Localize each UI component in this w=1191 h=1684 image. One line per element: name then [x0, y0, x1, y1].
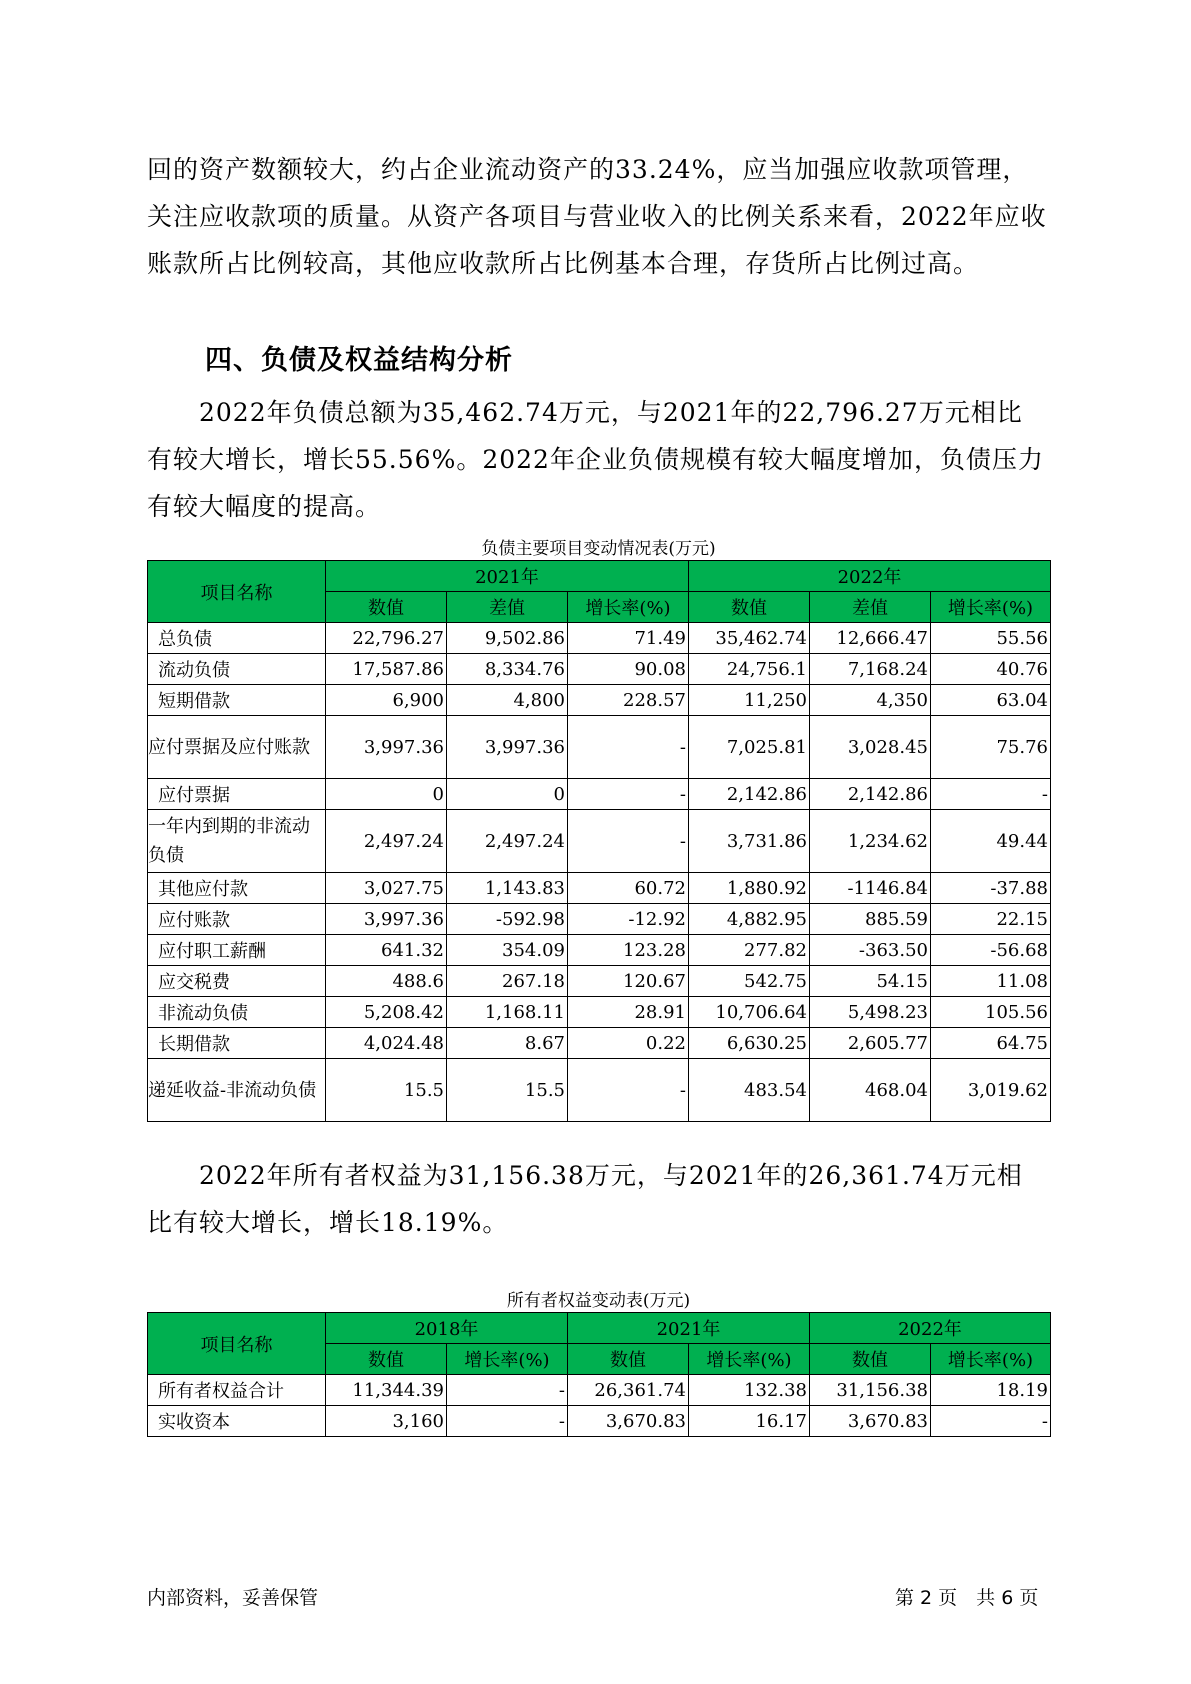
table-cell: 22.15: [931, 904, 1051, 935]
table-cell: 18.19: [931, 1375, 1051, 1406]
footer-confidential-note: 内部资料，妥善保管: [147, 1587, 319, 1609]
table-cell: 2,497.24: [447, 810, 568, 873]
table-cell: 6,900: [326, 685, 447, 716]
table-cell: 7,168.24: [810, 654, 931, 685]
table-cell: 4,800: [447, 685, 568, 716]
debt-summary-paragraph: 2022年负债总额为35,462.74万元，与2021年的22,796.27万元相比有较大增长，增长55.56%。2022年企业负债规模有较大幅度增加，负债压力有较大幅度的提高。: [147, 398, 1044, 521]
table-cell: 0.22: [568, 1028, 689, 1059]
table-cell: 105.56: [931, 997, 1051, 1028]
table-row: [148, 1406, 1051, 1437]
equity-subheader: 数值: [326, 1344, 447, 1375]
table-cell: 17,587.86: [326, 654, 447, 685]
table-row: [148, 904, 1051, 935]
equity-year-header: 2022年: [810, 1313, 1051, 1344]
row-label: 实收资本: [148, 1406, 326, 1437]
table-cell: 9,502.86: [447, 623, 568, 654]
table-cell: 49.44: [931, 810, 1051, 873]
table-cell: -: [447, 1375, 568, 1406]
row-label: 应付账款: [148, 904, 326, 935]
table-cell: -: [568, 779, 689, 810]
table-row: [148, 685, 1051, 716]
table-cell: 542.75: [689, 966, 810, 997]
table-cell: -: [447, 1406, 568, 1437]
table-row: [148, 1059, 1051, 1122]
table-row: [148, 716, 1051, 779]
table-cell: 641.32: [326, 935, 447, 966]
debt-subheader: 数值: [326, 592, 447, 623]
table-cell: 3,997.36: [447, 716, 568, 779]
table-cell: 6,630.25: [689, 1028, 810, 1059]
row-label: 总负债: [148, 623, 326, 654]
table-cell: 75.76: [931, 716, 1051, 779]
equity-year-header: 2021年: [568, 1313, 810, 1344]
table-cell: -1146.84: [810, 873, 931, 904]
debt-table-caption: 负债主要项目变动情况表(万元): [481, 539, 716, 559]
table-cell: 267.18: [447, 966, 568, 997]
table-row: [148, 1028, 1051, 1059]
table-cell: 55.56: [931, 623, 1051, 654]
table-cell: 1,168.11: [447, 997, 568, 1028]
table-cell: 40.76: [931, 654, 1051, 685]
table-cell: -592.98: [447, 904, 568, 935]
table-row: [148, 1375, 1051, 1406]
row-label: 所有者权益合计: [148, 1375, 326, 1406]
table-cell: 5,208.42: [326, 997, 447, 1028]
table-cell: 468.04: [810, 1059, 931, 1122]
table-cell: 11,344.39: [326, 1375, 447, 1406]
equity-subheader: 数值: [568, 1344, 689, 1375]
table-cell: -: [931, 779, 1051, 810]
table-cell: 1,143.83: [447, 873, 568, 904]
table-cell: 3,019.62: [931, 1059, 1051, 1122]
debt-subheader: 增长率(%): [931, 592, 1051, 623]
table-cell: 16.17: [689, 1406, 810, 1437]
table-cell: 10,706.64: [689, 997, 810, 1028]
table-cell: 26,361.74: [568, 1375, 689, 1406]
row-label: 长期借款: [148, 1028, 326, 1059]
table-cell: 0: [447, 779, 568, 810]
row-label: 一年内到期的非流动负债: [148, 810, 326, 873]
equity-item-header: 项目名称: [148, 1313, 326, 1375]
table-cell: 3,670.83: [810, 1406, 931, 1437]
table-cell: 8,334.76: [447, 654, 568, 685]
table-cell: -: [568, 810, 689, 873]
table-cell: 90.08: [568, 654, 689, 685]
equity-summary-paragraph: 2022年所有者权益为31,156.38万元，与2021年的26,361.74万元相比有较大增长，增长18.19%。: [147, 1161, 1023, 1237]
table-cell: -56.68: [931, 935, 1051, 966]
footer-page-number: 第 2 页 共 6 页: [895, 1587, 1039, 1609]
table-cell: 11,250: [689, 685, 810, 716]
table-row: [148, 966, 1051, 997]
table-cell: 11.08: [931, 966, 1051, 997]
table-cell: 54.15: [810, 966, 931, 997]
table-cell: 60.72: [568, 873, 689, 904]
table-cell: 63.04: [931, 685, 1051, 716]
table-cell: 0: [326, 779, 447, 810]
table-row: [148, 623, 1051, 654]
table-cell: 3,160: [326, 1406, 447, 1437]
equity-year-header: 2018年: [326, 1313, 568, 1344]
row-label: 应付票据及应付账款: [148, 716, 326, 779]
debt-subheader: 差值: [447, 592, 568, 623]
table-cell: 4,024.48: [326, 1028, 447, 1059]
table-cell: 354.09: [447, 935, 568, 966]
debt-table: [147, 560, 1051, 1122]
table-cell: -37.88: [931, 873, 1051, 904]
table-cell: 483.54: [689, 1059, 810, 1122]
table-row: [148, 997, 1051, 1028]
table-row: [148, 873, 1051, 904]
equity-table-caption: 所有者权益变动表(万元): [506, 1291, 691, 1311]
table-cell: -: [931, 1406, 1051, 1437]
table-cell: 7,025.81: [689, 716, 810, 779]
table-cell: 1,234.62: [810, 810, 931, 873]
table-cell: 64.75: [931, 1028, 1051, 1059]
table-row: [148, 779, 1051, 810]
equity-subheader: 增长率(%): [447, 1344, 568, 1375]
table-cell: 3,731.86: [689, 810, 810, 873]
table-cell: 28.91: [568, 997, 689, 1028]
debt-subheader: 增长率(%): [568, 592, 689, 623]
table-cell: 24,756.1: [689, 654, 810, 685]
table-cell: 132.38: [689, 1375, 810, 1406]
debt-subheader: 数值: [689, 592, 810, 623]
table-cell: 3,997.36: [326, 716, 447, 779]
table-cell: 3,997.36: [326, 904, 447, 935]
row-label: 非流动负债: [148, 997, 326, 1028]
table-cell: -: [568, 716, 689, 779]
table-cell: 5,498.23: [810, 997, 931, 1028]
debt-subheader: 差值: [810, 592, 931, 623]
table-cell: 31,156.38: [810, 1375, 931, 1406]
table-row: [148, 935, 1051, 966]
row-label: 其他应付款: [148, 873, 326, 904]
table-cell: 8.67: [447, 1028, 568, 1059]
table-cell: 123.28: [568, 935, 689, 966]
section-heading: 四、负债及权益结构分析: [205, 345, 513, 376]
table-cell: 885.59: [810, 904, 931, 935]
table-cell: 120.67: [568, 966, 689, 997]
table-cell: 4,350: [810, 685, 931, 716]
equity-subheader: 增长率(%): [931, 1344, 1051, 1375]
table-cell: 2,497.24: [326, 810, 447, 873]
table-cell: 3,028.45: [810, 716, 931, 779]
table-cell: 1,880.92: [689, 873, 810, 904]
row-label: 流动负债: [148, 654, 326, 685]
equity-subheader: 数值: [810, 1344, 931, 1375]
table-cell: 12,666.47: [810, 623, 931, 654]
debt-year-header: 2022年: [689, 561, 1051, 592]
table-cell: 488.6: [326, 966, 447, 997]
table-row: [148, 810, 1051, 873]
table-cell: 71.49: [568, 623, 689, 654]
row-label: 递延收益-非流动负债: [148, 1059, 326, 1122]
debt-year-header: 2021年: [326, 561, 689, 592]
table-cell: 15.5: [326, 1059, 447, 1122]
table-cell: 3,027.75: [326, 873, 447, 904]
table-cell: 2,142.86: [689, 779, 810, 810]
table-cell: 4,882.95: [689, 904, 810, 935]
table-cell: 2,142.86: [810, 779, 931, 810]
table-cell: 15.5: [447, 1059, 568, 1122]
table-cell: -363.50: [810, 935, 931, 966]
row-label: 应付职工薪酬: [148, 935, 326, 966]
debt-item-header: 项目名称: [148, 561, 326, 623]
equity-table: [147, 1312, 1051, 1437]
table-cell: 22,796.27: [326, 623, 447, 654]
table-cell: 277.82: [689, 935, 810, 966]
row-label: 应交税费: [148, 966, 326, 997]
table-row: [148, 654, 1051, 685]
table-cell: -12.92: [568, 904, 689, 935]
table-cell: 2,605.77: [810, 1028, 931, 1059]
equity-subheader: 增长率(%): [689, 1344, 810, 1375]
table-cell: 35,462.74: [689, 623, 810, 654]
table-cell: 3,670.83: [568, 1406, 689, 1437]
table-cell: 228.57: [568, 685, 689, 716]
intro-paragraph: 回的资产数额较大，约占企业流动资产的33.24%，应当加强应收款项管理，关注应收款项的质量。从资产各项目与营业收入的比例关系来看，2022年应收账款所占比例较高，其他应收款所占比例基本合理，存货所占比例过高。: [147, 155, 1047, 278]
table-cell: -: [568, 1059, 689, 1122]
row-label: 应付票据: [148, 779, 326, 810]
row-label: 短期借款: [148, 685, 326, 716]
